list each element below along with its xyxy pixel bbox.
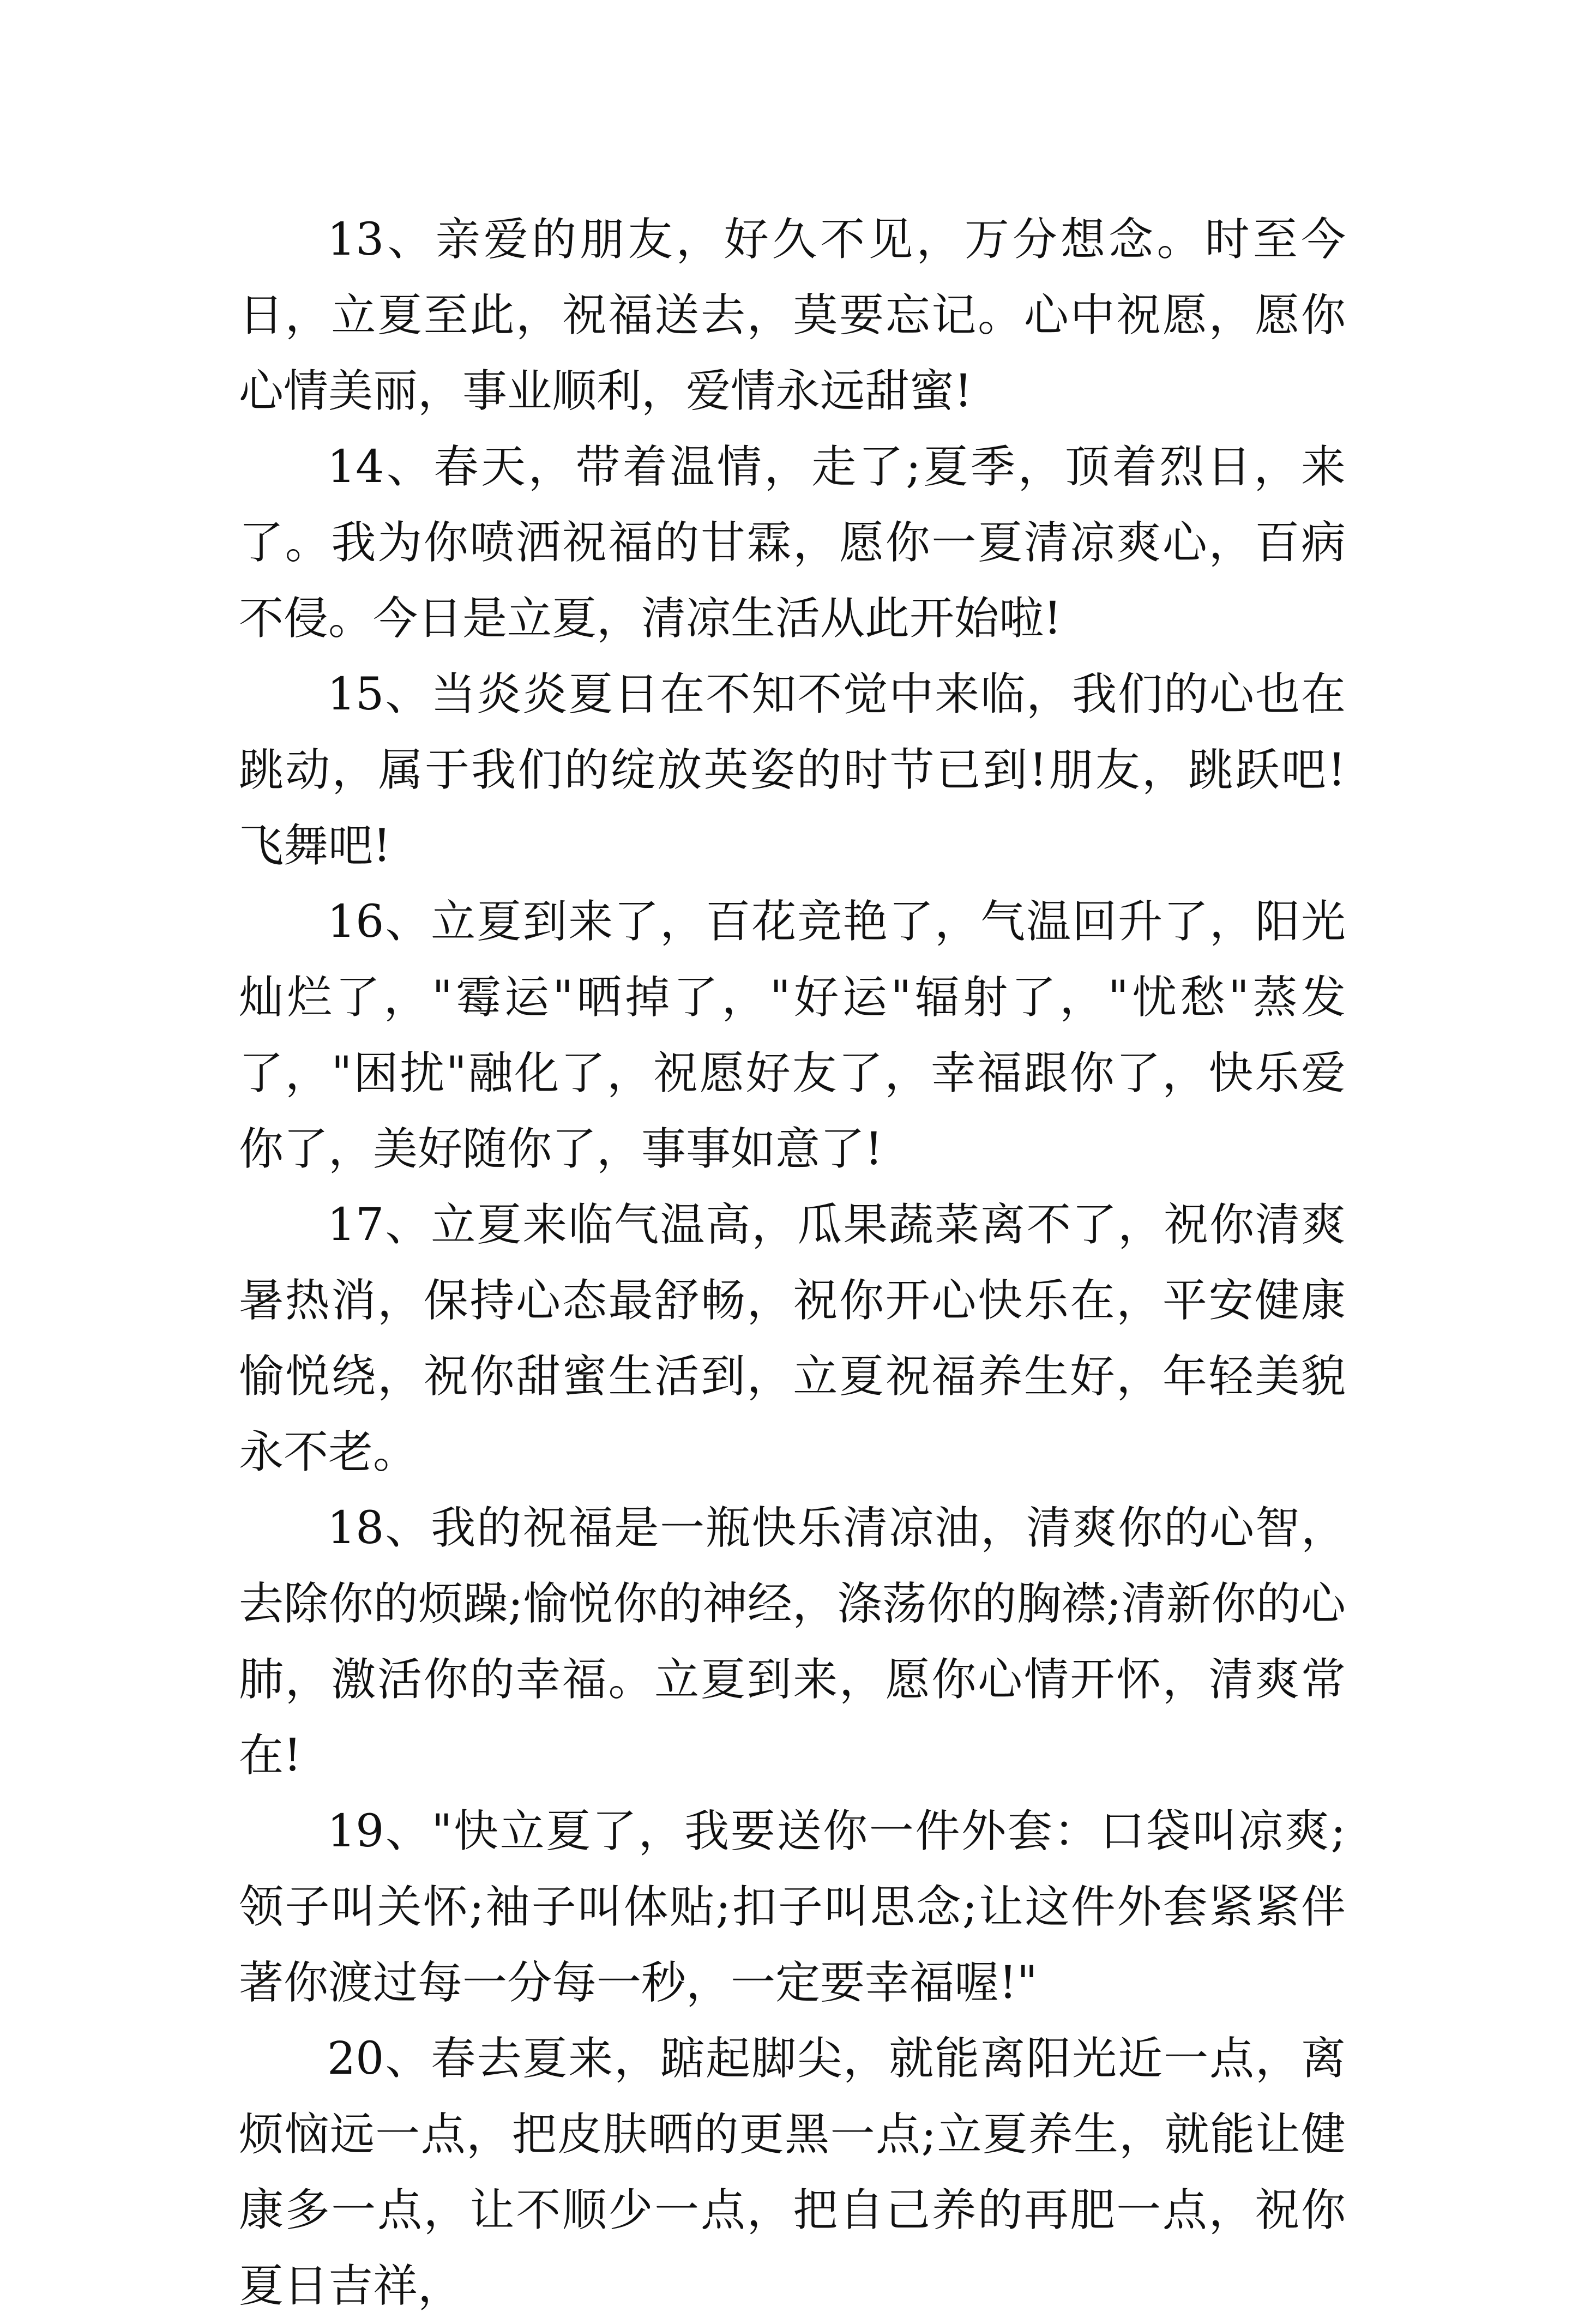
document-body [239, 202, 1346, 2324]
paragraph-15: 15、当炎炎夏日在不知不觉中来临，我们的心也在跳动，属于我们的绽放英姿的时节已到!朋友，跳跃吧!飞舞吧! [239, 669, 1346, 872]
paragraph-20: 20、春去夏来，踮起脚尖，就能离阳光近一点，离烦恼远一点，把皮肤晒的更黑一点;立夏养生，就能让健康多一点，让不顺少一点，把自己养的再肥一点，祝你夏日吉祥， [239, 2033, 1346, 2312]
paragraph-17: 17、立夏来临气温高，瓜果蔬菜离不了，祝你清爽暑热消，保持心态最舒畅，祝你开心快乐在，平安健康愉悦绕，祝你甜蜜生活到，立夏祝福养生好，年轻美貌永不老。 [239, 1199, 1346, 1478]
paragraph-14: 14、春天，带着温情，走了;夏季，顶着烈日，来了。我为你喷洒祝福的甘霖，愿你一夏清凉爽心，百病不侵。今日是立夏，清凉生活从此开始啦! [239, 441, 1346, 645]
paragraph-13: 13、亲爱的朋友，好久不见，万分想念。时至今日，立夏至此，祝福送去，莫要忘记。心中祝愿，愿你心情美丽，事业顺利，爱情永远甜蜜! [239, 214, 1346, 417]
paragraph-19: 19、"快立夏了，我要送你一件外套：口袋叫凉爽;领子叫关怀;袖子叫体贴;扣子叫思念;让这件外套紧紧伴著你渡过每一分每一秒，一定要幸福喔!" [239, 1805, 1346, 2009]
paragraph-18: 18、我的祝福是一瓶快乐清凉油，清爽你的心智，去除你的烦躁;愉悦你的神经，涤荡你的胸襟;清新你的心肺，激活你的幸福。立夏到来，愿你心情开怀，清爽常在! [239, 1502, 1346, 1781]
paragraph-16: 16、立夏到来了，百花竞艳了，气温回升了，阳光灿烂了，"霉运"晒掉了，"好运"辐射了，"忧愁"蒸发了，"困扰"融化了，祝愿好友了，幸福跟你了，快乐爱你了，美好随你了，事事如意了! [239, 896, 1346, 1175]
